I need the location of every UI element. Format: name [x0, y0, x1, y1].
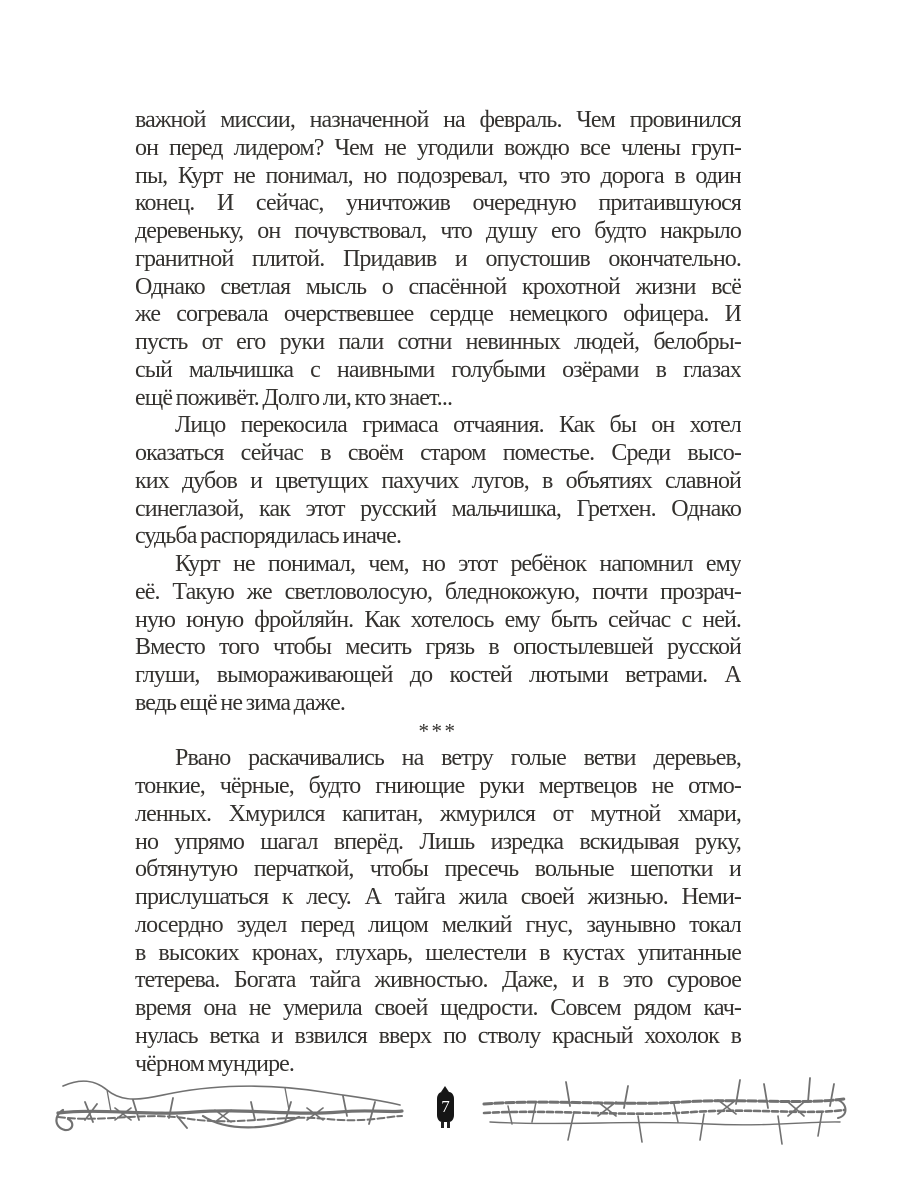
text-line: Лицо перекосила гримаса отчаяния. Как бы он хотел [175, 412, 741, 439]
text-line: деревеньку, он почувствовал, что душу его будто накрыло [135, 218, 741, 244]
text-line: время она не умерила своей щедрости. Совсем рядом кач- [135, 995, 741, 1021]
text-line: глуши, вымораживающей до костей лютыми ветрами. А [135, 662, 741, 688]
text-line: Рвано раскачивались на ветру голые ветви деревьев, [175, 745, 741, 772]
text-line: тонкие, чёрные, будто гниющие руки мертвецов не отмо- [135, 773, 741, 799]
text-line: конец. И сейчас, уничтожив очередную притаившуюся [135, 190, 741, 217]
text-line: Однако светлая мысль о спасённой крохотной жизни всё [135, 273, 741, 300]
barbed-wire-right-decoration [478, 1072, 850, 1147]
text-line: обтянутую перчаткой, чтобы пресечь вольные шепотки и [135, 856, 741, 883]
text-line: ких дубов и цветущих пахучих лугов, в объятиях славной [135, 467, 741, 494]
page-text [135, 107, 741, 1078]
text-line: пы, Курт не понимал, но подозревал, что это дорога в один [135, 162, 741, 189]
text-line: же согревала очерствевшее сердце немецкого офицера. И [135, 301, 741, 328]
text-line: ведь ещё не зима даже. [135, 689, 345, 716]
text-line: её. Такую же светловолосую, бледнокожую, почти прозрач- [135, 578, 741, 605]
barbed-wire-left-decoration [55, 1072, 405, 1142]
section-separator: *** [418, 718, 458, 743]
text-line: тетерева. Богата тайга живностью. Даже, и в это суровое [135, 967, 741, 994]
text-line: нулась ветка и взвился вверх по стволу красный хохолок в [135, 1022, 741, 1049]
text-line: лосердно зудел перед лицом мелкий гнус, заунывно токал [135, 911, 741, 938]
text-line: пусть от его руки пали сотни невинных людей, белобры- [135, 329, 741, 355]
text-line: оказаться сейчас в своём старом поместье. Среди высо- [135, 440, 741, 466]
text-line: Курт не понимал, чем, но этот ребёнок напомнил ему [175, 551, 741, 577]
text-line: чёрном мундире. [135, 1050, 295, 1077]
text-line: сый мальчишка с наивными голубыми озёрами в глазах [135, 356, 741, 383]
text-line: ную юную фройляйн. Как хотелось ему быть сейчас с ней. [135, 606, 741, 633]
text-line: но упрямо шагал вперёд. Лишь изредка вскидывая руку, [135, 828, 741, 855]
text-line: ленных. Хмурился капитан, жмурился от мутной хмари, [135, 800, 741, 827]
text-line: в высоких кронах, глухарь, шелестели в кустах упитанные [135, 939, 741, 966]
text-line: Вместо того чтобы месить грязь в опостылевшей русской [135, 634, 741, 661]
text-line: судьба распорядилась иначе. [135, 523, 402, 550]
text-line: важной миссии, назначенной на февраль. Чем провинился [135, 107, 741, 133]
text-line: он перед лидером? Чем не угодили вождю все члены груп- [135, 134, 741, 161]
page-number-badge [437, 1092, 454, 1122]
page-number: 7 [441, 1097, 450, 1116]
text-line: ещё поживёт. Долго ли, кто знает... [135, 384, 453, 411]
text-line: прислушаться к лесу. А тайга жила своей жизнью. Неми- [135, 884, 741, 910]
text-line: синеглазой, как этот русский мальчишка, Гретхен. Однако [135, 495, 741, 522]
page-footer [0, 1060, 900, 1200]
text-line: гранитной плитой. Придавив и опустошив окончательно. [135, 245, 741, 272]
